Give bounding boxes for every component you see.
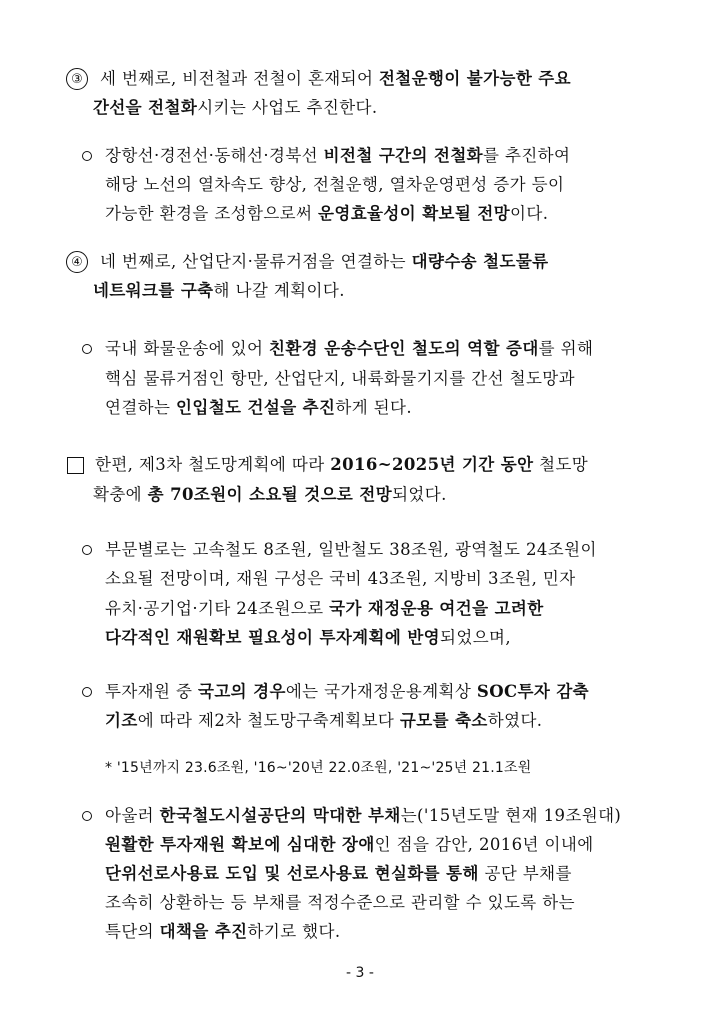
page-number: - 3 - [346,965,374,981]
square-section-line-2 [93,484,447,506]
bullet3-line-3 [105,598,544,620]
text-segment: 인 점을 감안, 2016년 이내에 [374,835,594,854]
bullet3-line-4 [105,627,511,649]
text-segment: 철도망 [533,455,589,474]
text-segment: 아울러 [105,806,160,825]
bold-text-segment: 대량수송 철도물류 [411,252,549,271]
text-segment: 공단 부채를 [478,864,572,883]
bold-text-segment: 한국철도시설공단의 막대한 부채 [159,806,401,825]
text-segment: 에는 국가재정운용계획상 [285,682,477,701]
text-segment: 해 나갈 계획이다. [213,281,345,300]
square-section-line-1 [95,454,588,476]
text-segment: 되었으며, [440,628,512,647]
bold-text-segment: 다각적인 재원확보 필요성이 투자계획에 반영 [105,628,441,647]
section4-line-2 [93,280,345,302]
bullet2-line-1 [105,338,593,360]
text-segment: 해당 노선의 열차속도 향상, 전철운행, 열차운영편성 증가 등이 [105,175,565,194]
text-segment: 하기로 했다. [247,922,341,941]
text-segment: 부문별로는 고속철도 8조원, 일반철도 38조원, 광역철도 24조원이 [105,540,597,559]
bullet5-line-4 [105,892,575,914]
bullet1-line-3 [105,203,548,225]
bold-text-segment: 간선을 전철화 [93,98,198,117]
text-segment: 확충에 [93,485,148,504]
bullet3-line-1 [105,539,597,561]
bullet4-line-2 [105,710,542,732]
bold-text-segment: 대책을 추진 [159,922,248,941]
text-segment: 소요될 전망이며, 재원 구성은 국비 43조원, 지방비 3조원, 민자 [105,569,576,588]
bold-text-segment: 단위선로사용료 도입 및 선로사용료 현실화를 통해 [105,864,479,883]
text-segment: 하게 된다. [335,398,413,417]
bold-text-segment: 국고의 경우 [198,682,286,701]
text-segment: 하였다. [487,711,543,730]
bullet4-line-1 [105,681,589,703]
text-segment: 되었다. [392,485,447,504]
bullet-circle-icon [82,687,92,697]
text-segment: 장항선·경전선·동해선·경북선 [105,146,324,165]
bullet-circle-icon [82,545,92,555]
text-segment: 연결하는 [105,398,177,417]
bullet2-line-2 [105,368,575,390]
bullet5-line-5 [105,921,341,943]
section4-line-1 [100,251,549,273]
bullet5-line-3 [105,863,572,885]
text-segment: 유치·공기업·기타 24조원으로 [105,599,330,618]
text-segment: 이다. [510,204,549,223]
text-segment: 조속히 상환하는 등 부채를 적정수준으로 관리할 수 있도록 하는 [105,893,575,912]
footnote: * '15년까지 23.6조원, '16~'20년 22.0조원, '21~'25년 21.1조원 [105,760,532,776]
text-segment: 핵심 물류거점인 항만, 산업단지, 내륙화물기지를 간선 철도망과 [105,369,575,388]
bullet5-line-2 [105,834,594,856]
text-segment: 국내 화물운송에 있어 [105,339,269,358]
bold-text-segment: SOC투자 감축 [476,682,589,701]
bold-text-segment: 기조 [105,711,138,730]
text-segment: 특단의 [105,922,160,941]
text-segment: 를 추진하여 [483,146,571,165]
bold-text-segment: 친환경 운송수단인 철도의 역할 증대 [269,339,539,358]
text-segment: 를 위해 [538,339,594,358]
bold-text-segment: 규모를 축소 [399,711,488,730]
bullet-circle-icon [82,151,92,161]
section3-line-1 [100,68,660,90]
text-segment: 세 번째로, 비전철과 전철이 혼재되어 [100,69,379,88]
bold-text-segment: 국가 재정운용 여건을 고려한 [329,599,544,618]
bold-text-segment: 전철운행이 불가능한 주요 [378,69,571,88]
bullet1-line-2 [105,174,564,196]
bold-text-segment: 인입철도 건설을 추진 [176,398,336,417]
bold-text-segment: 원활한 투자재원 확보에 심대한 장애 [105,835,375,854]
bullet-circle-icon [82,344,92,354]
bullet2-line-3 [105,397,412,419]
bold-text-segment: 운영효율성이 확보될 전망 [318,204,511,223]
text-segment: 는('15년도말 현재 19조원대) [400,806,622,825]
bullet1-line-1 [105,145,570,167]
bold-text-segment: 총 70조원이 소요될 것으로 전망 [147,485,393,504]
text-segment: 한편, 제3차 철도망계획에 따라 [95,455,331,474]
bullet5-line-1 [105,805,621,827]
circled-number-4: ④ [66,251,88,273]
bold-text-segment: 네트워크를 구축 [93,281,214,300]
section3-line-2 [93,97,653,119]
circled-number-3: ③ [66,68,88,90]
text-segment: 에 따라 제2차 철도망구축계획보다 [137,711,400,730]
bullet-circle-icon [82,811,92,821]
bullet3-line-2 [105,568,576,590]
text-segment: 투자재원 중 [105,682,198,701]
square-bullet-icon [67,457,84,474]
text-segment: 가능한 환경을 조성함으로써 [105,204,319,223]
text-segment: 네 번째로, 산업단지·물류거점을 연결하는 [100,252,412,271]
bold-text-segment: 비전철 구간의 전철화 [323,146,483,165]
bold-text-segment: 2016~2025년 기간 동안 [330,455,534,474]
text-segment: 시키는 사업도 추진한다. [197,98,378,117]
